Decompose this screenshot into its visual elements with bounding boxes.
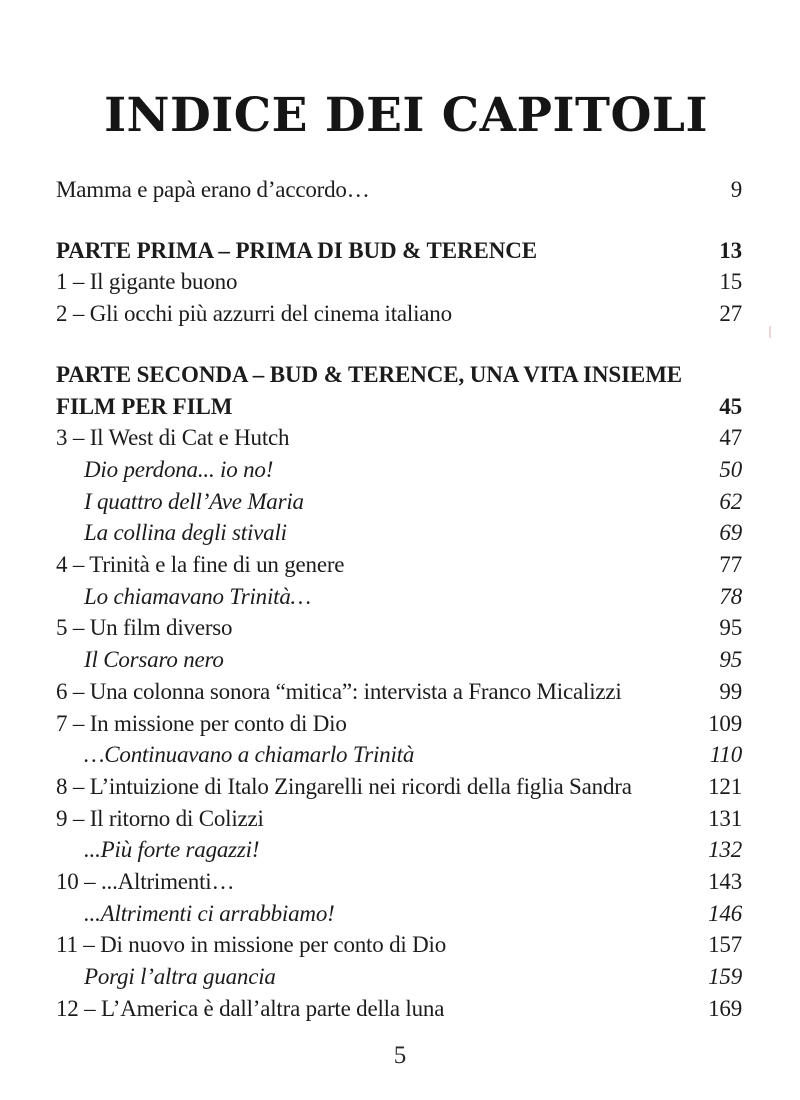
toc-entry-label: Mamma e papà erano d’accordo… [56, 177, 370, 202]
toc-entry [56, 266, 742, 298]
toc-entry-label: 3 – Il West di Cat e Hutch [56, 425, 290, 451]
toc-entry [56, 174, 742, 206]
toc-entry-page: 95 [719, 615, 742, 641]
toc-entry-label: PARTE SECONDA – BUD & TERENCE, UNA VITA INSIEME [56, 361, 683, 387]
toc-entry [56, 298, 742, 330]
toc-list [56, 174, 742, 1025]
toc-entry-page: 15 [719, 269, 742, 295]
toc-entry-page: 45 [719, 393, 742, 419]
toc-entry [56, 834, 742, 866]
toc-entry-page: 143 [708, 869, 742, 895]
toc-entry [56, 581, 742, 613]
toc-entry-page: 169 [708, 995, 742, 1021]
toc-entry-page: 78 [719, 583, 742, 609]
toc-entry-page: 109 [708, 710, 742, 736]
toc-entry [56, 644, 742, 676]
toc-entry-label: 8 – L’intuizione di Italo Zingarelli nei ricordi della figlia Sandra [56, 773, 632, 799]
toc-entry [56, 235, 742, 267]
toc-entry [56, 898, 742, 930]
scan-artifact [769, 326, 771, 338]
toc-entry-label: 6 – Una colonna sonora “mitica”: intervista a Franco Micalizzi [56, 678, 622, 704]
toc-entry-label: FILM PER FILM [56, 393, 233, 419]
page-number: 5 [393, 1042, 407, 1069]
toc-entry-page: 27 [719, 301, 742, 327]
toc-entry [56, 961, 742, 993]
toc-entry-label: Porgi l’altra guancia [84, 964, 276, 990]
toc-entry-page: 110 [709, 742, 742, 768]
toc-entry-label: 9 – Il ritorno di Colizzi [56, 805, 264, 831]
toc-entry-page: 13 [719, 237, 742, 263]
toc-entry [56, 391, 742, 423]
toc-entry-page: 131 [708, 805, 742, 831]
toc-entry [56, 549, 742, 581]
toc-entry-label: Il Corsaro nero [84, 647, 224, 673]
toc-entry-page: 99 [719, 678, 742, 704]
toc-entry-page: 62 [719, 488, 742, 514]
toc-entry [56, 993, 742, 1025]
toc-entry [56, 866, 742, 898]
toc-entry-page: 121 [708, 773, 742, 799]
toc-entry-page: 159 [708, 964, 742, 990]
toc-entry-page: 50 [719, 456, 742, 482]
toc-entry-page: 146 [708, 900, 742, 926]
toc-entry [56, 422, 742, 454]
toc-entry-page: 69 [719, 520, 742, 546]
toc-entry-label: PARTE PRIMA – PRIMA DI BUD & TERENCE [56, 237, 537, 263]
toc-entry-page: 132 [708, 837, 742, 863]
toc-entry [56, 517, 742, 549]
toc-entry-page: 95 [719, 647, 742, 673]
chapter-index-title: INDICE DEI CAPITOLI [104, 88, 708, 144]
toc-entry-label: La collina degli stivali [84, 520, 287, 546]
toc-entry-label: 12 – L’America è dall’altra parte della luna [56, 995, 445, 1021]
toc-entry [56, 486, 742, 518]
toc-entry [56, 771, 742, 803]
toc-entry-label: Dio perdona... io no! [84, 456, 274, 482]
toc-entry-label: 5 – Un film diverso [56, 615, 233, 641]
toc-entry-label: I quattro dell’Ave Maria [84, 488, 304, 514]
toc-entry [56, 454, 742, 486]
toc-entry [56, 929, 742, 961]
toc-entry-page: 47 [719, 425, 742, 451]
toc-entry-label: ...Altrimenti ci arrabbiamo! [84, 900, 335, 926]
toc-entry-label: ...Più forte ragazzi! [84, 837, 260, 863]
toc-entry-label: …Continuavano a chiamarlo Trinità [84, 742, 415, 768]
toc-entry [56, 359, 742, 391]
toc-entry-page: 157 [708, 932, 742, 958]
toc-entry [56, 708, 742, 740]
toc-entry-label: 4 – Trinità e la fine di un genere [56, 552, 345, 578]
toc-entry [56, 739, 742, 771]
toc-entry-label: Lo chiamavano Trinità… [84, 583, 311, 609]
toc-entry [56, 803, 742, 835]
toc-entry-label: 10 – ...Altrimenti… [56, 869, 235, 895]
toc-entry-page: 77 [719, 552, 742, 578]
toc-entry [56, 676, 742, 708]
toc-entry-label: 2 – Gli occhi più azzurri del cinema italiano [56, 301, 452, 327]
toc-entry [56, 612, 742, 644]
toc-entry-label: 7 – In missione per conto di Dio [56, 710, 347, 736]
toc-entry-label: 11 – Di nuovo in missione per conto di Dio [56, 932, 447, 958]
toc-entry-page: 9 [730, 177, 742, 202]
toc-entry-label: 1 – Il gigante buono [56, 269, 238, 295]
